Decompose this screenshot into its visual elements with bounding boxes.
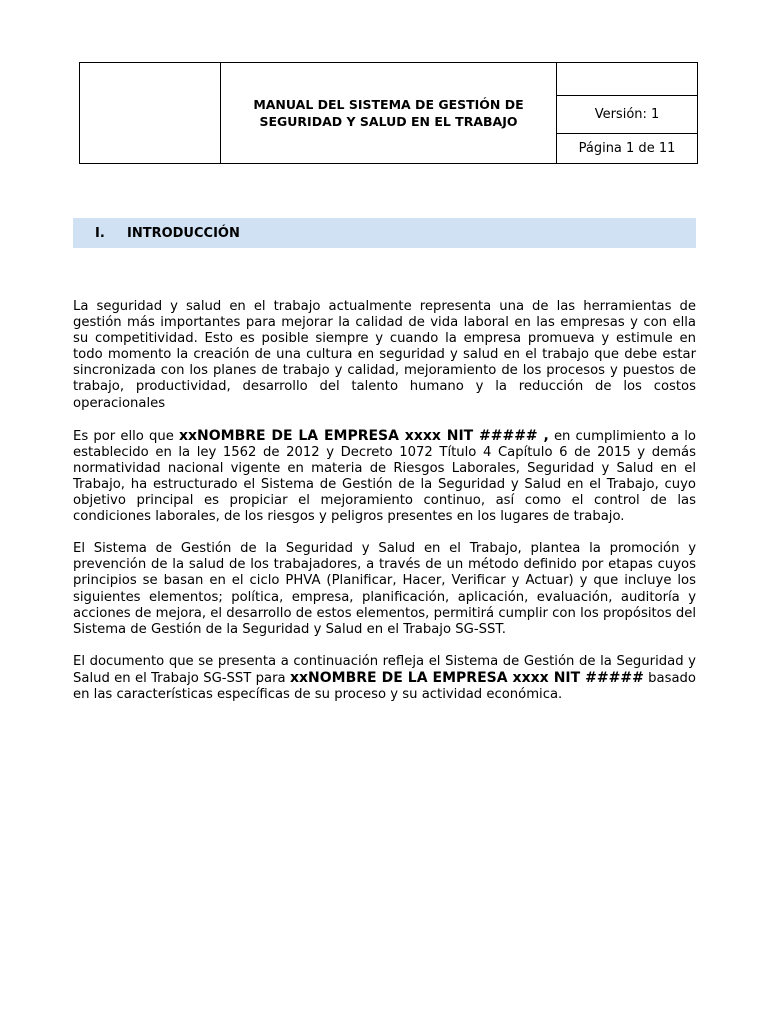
document-body (73, 299, 696, 719)
document-header-table (79, 62, 698, 164)
paragraph-4-text-start: El documento que se presenta a continuación refleja el Sistema de Gestión de la Seguridad y Salud en el Trabajo SG-SST para (73, 653, 696, 686)
paragraph-2-text-start: Es por ello que (73, 428, 179, 444)
paragraph-4-text-end: basado en las características específicas de su proceso y su actividad económica. (73, 670, 696, 702)
page-number-label: Página 1 de 11 (578, 141, 676, 156)
section-title: INTRODUCCIÓN (127, 225, 240, 241)
meta-empty-cell (557, 63, 697, 96)
paragraph-1: La seguridad y salud en el trabajo actualmente representa una de las herramientas de gestión más importantes para mejorar la calidad de vida laboral en las empresas y con ella su competitividad. Esto es posible siempre y cuando la empresa promueva y estimule en todo momento la creación de una cultura en seguridad y salud en el trabajo que debe estar sincronizada con los planes de trabajo y calidad, mejoramiento de los procesos y puestos de trabajo, productividad, desarrollo del talento humano y la reducción de los costos operacionales (73, 299, 696, 411)
document-title-line2: SEGURIDAD Y SALUD EN EL TRABAJO (259, 114, 518, 129)
section-number: I. (95, 225, 105, 241)
paragraph-2 (73, 428, 696, 526)
paragraph-4 (73, 654, 696, 703)
company-placeholder: xxNOMBRE DE LA EMPRESA xxxx NIT ##### (289, 669, 644, 686)
section-heading (73, 218, 696, 248)
document-meta-cell (557, 63, 697, 163)
document-title (221, 63, 557, 163)
version-label: Versión: 1 (557, 96, 697, 134)
document-title-line1: MANUAL DEL SISTEMA DE GESTIÓN DE (253, 97, 524, 112)
logo-cell (80, 63, 221, 163)
paragraph-2-text-end: en cumplimiento a lo establecido en la ley 1562 de 2012 y Decreto 1072 Título 4 Capítulo 6 de 2015 y demás normatividad nacional vigente en materia de Riesgos Laborales, Seguridad y Salud en el Trabajo, ha estructurado el Sistema de Gestión de la Seguridad y Salud en el Trabajo, cuyo objetivo principal es propiciar el mejoramiento continuo, así como el control de las condiciones laborales, de los riesgos y peligros presentes en los lugares de trabajo. (73, 428, 696, 525)
company-placeholder: xxNOMBRE DE LA EMPRESA xxxx NIT ##### , (178, 427, 549, 444)
paragraph-3: El Sistema de Gestión de la Seguridad y Salud en el Trabajo, plantea la promoción y prevención de la salud de los trabajadores, a través de un método definido por etapas cuyos principios se basan en el ciclo PHVA (Planificar, Hacer, Verificar y Actuar) y que incluye los siguientes elementos; política, empresa, planificación, aplicación, evaluación, auditoría y acciones de mejora, el desarrollo de estos elementos, permitirá cumplir con los propósitos del Sistema de Gestión de la Seguridad y Salud en el Trabajo SG-SST. (73, 541, 696, 637)
